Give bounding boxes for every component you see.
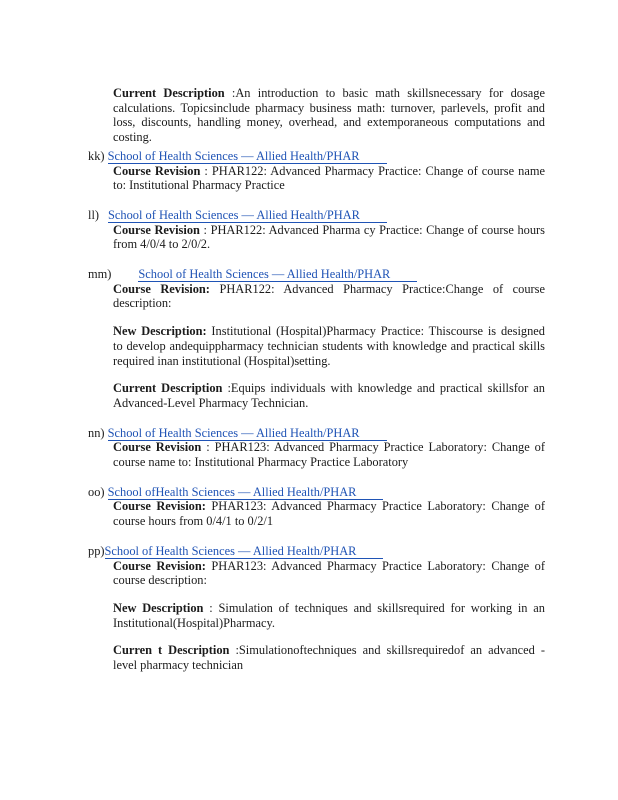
paragraph-label: Course Revision:: [113, 558, 206, 573]
list-item-kk: [88, 148, 545, 193]
paragraph-label: Curren t Description: [113, 643, 230, 658]
list-item-oo: [88, 484, 545, 529]
paragraph-label: Current Description: [113, 381, 223, 396]
item-marker: pp): [88, 543, 105, 558]
paragraph-label: Course Revision: [113, 163, 201, 178]
paragraph-text: :Equips individuals with knowledge and practical skillsfor an Advanced-Level Pharmacy Technician.: [113, 381, 545, 410]
list-item-nn: [88, 425, 546, 470]
item-paragraph: [113, 164, 545, 193]
paragraph-label: New Description: [113, 600, 204, 615]
item-marker: ll): [88, 207, 100, 222]
item-marker: oo): [88, 484, 105, 499]
item-paragraph: [113, 440, 545, 469]
item-heading: [88, 267, 545, 282]
paragraph-text: : PHAR123: Advanced Pharmacy Practice Laboratory: Change of course name to: Institutional Pharmacy Practice Laboratory: [113, 440, 546, 470]
item-paragraph: [113, 601, 545, 630]
school-link[interactable]: School of Health Sciences — Allied Health/PHAR: [138, 267, 417, 282]
school-link[interactable]: School of Health Sciences — Allied Health/PHAR: [108, 426, 387, 441]
paragraph-text: Institutional (Hospital)Pharmacy Practice: Thiscourse is designed to develop andequippharmacy technician students with knowledge and practical skills required inan institutional (Hospital)setting.: [113, 324, 545, 368]
item-marker: mm): [88, 267, 112, 282]
item-paragraph: [113, 559, 545, 588]
item-marker: nn): [88, 425, 105, 440]
paragraph-label: New Description:: [113, 324, 207, 339]
paragraph-text: :An introduction to basic math skillsnecessary for dosage calculations. Topicsinclude pharmacy business math: turnover, parlevels, profit and loss, discounts, handling money, overhead, and extemporaneous computations and costing.: [113, 86, 545, 145]
paragraph-text: PHAR123: Advanced Pharmacy Practice Laboratory: Change of course hours from 0/4/1 to 0/2/1: [113, 499, 545, 529]
paragraph-label: Current Description: [113, 86, 225, 100]
item-heading: [88, 543, 545, 559]
paragraph-text: PHAR122: Advanced Pharmacy Practice:Change of course description:: [113, 281, 545, 311]
paragraph-label: Course Revision: [113, 222, 200, 237]
item-paragraph: [113, 499, 545, 528]
school-link[interactable]: School ofHealth Sciences — Allied Health/PHAR: [108, 485, 384, 500]
school-link[interactable]: School of Health Sciences — Allied Health/PHAR: [108, 149, 387, 164]
school-link[interactable]: School of Health Sciences — Allied Health/PHAR: [105, 544, 384, 559]
paragraph-text: : PHAR122: Advanced Pharmacy Practice: Change of course name to: Institutional Pharmacy Practice: [113, 163, 545, 193]
list-item-pp: [88, 543, 545, 673]
item-heading: [88, 425, 545, 441]
list-item-mm: [88, 267, 545, 411]
item-heading: [88, 148, 545, 164]
list-item-ll: [88, 207, 545, 252]
paragraph-label: Course Revision: [113, 440, 202, 455]
paragraph-text: : PHAR122: Advanced Pharma cy Practice: Change of course hours from 4/0/4 to 2/0/2.: [113, 222, 545, 252]
school-link[interactable]: School of Health Sciences — Allied Health/PHAR: [108, 208, 387, 223]
item-paragraph: [113, 381, 545, 410]
paragraph-text: : Simulation of techniques and skillsrequired for working in an Institutional(Hospital)Pharmacy.: [113, 600, 545, 630]
item-marker: kk): [88, 148, 105, 163]
paragraph-text: PHAR123: Advanced Pharmacy Practice Laboratory: Change of course description:: [113, 558, 545, 588]
paragraph-label: Course Revision:: [113, 281, 210, 296]
paragraph-label: Course Revision:: [113, 499, 206, 514]
item-paragraph: [113, 324, 545, 368]
paragraph-text: :Simulationoftechniques and skillsrequiredof an advanced - level pharmacy technician: [113, 643, 545, 673]
item-paragraph: [113, 223, 545, 252]
item-paragraph: [113, 643, 545, 672]
document-body: [88, 86, 546, 688]
item-paragraph: [113, 282, 545, 311]
item-heading: [88, 207, 545, 223]
intro-paragraph: [113, 86, 545, 145]
item-heading: [88, 484, 545, 500]
